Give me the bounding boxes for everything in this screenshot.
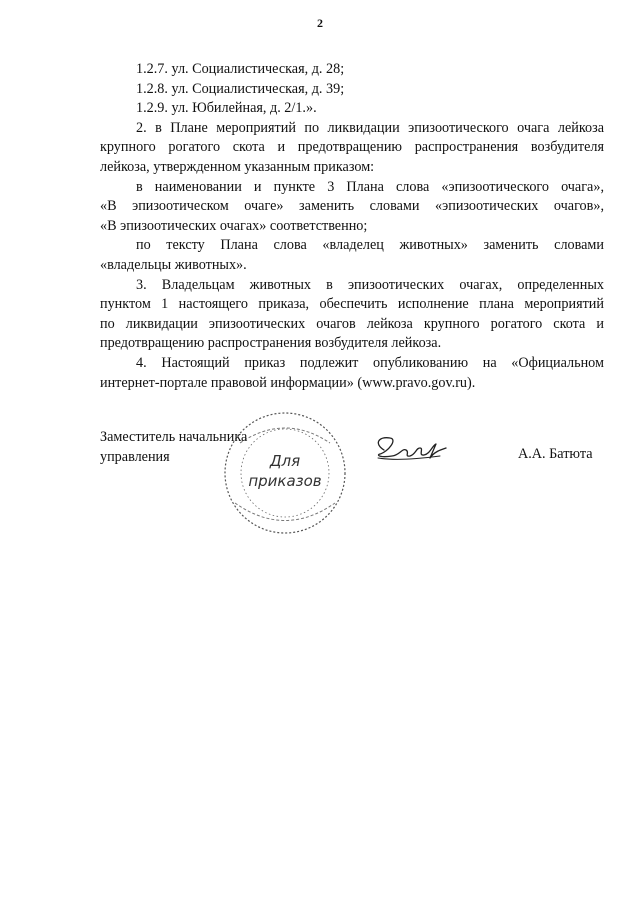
paragraph-line: «В эпизоотическом очаге» заменить словами «эпизоотических очагов», (100, 198, 604, 215)
paragraph-line: в наименовании и пункте 3 Плана слова «эпизоотического очага», (136, 178, 604, 195)
paragraph-line: предотвращению распространения возбудителя лейкоза. (100, 335, 442, 352)
paragraph-line: интернет-портале правовой информации» (www.pravo.gov.ru). (100, 374, 476, 391)
page-number: 2 (317, 16, 323, 30)
paragraph-2-naming (100, 178, 604, 237)
stamp-text-line2: приказов (248, 472, 322, 490)
paragraph-line: «В эпизоотических очагах» соответственно; (100, 217, 368, 234)
stamp-text-line1: Для (269, 452, 301, 470)
handwritten-signature (370, 430, 450, 466)
paragraph-2-text (100, 236, 604, 275)
paragraph-line: по ликвидации эпизоотических очагов лейкоза крупного рогатого скота и (100, 315, 604, 332)
paragraph-3 (100, 276, 604, 354)
paragraph-line: 3. Владельцам животных в эпизоотических очагах, определенных (136, 276, 604, 293)
document-body (100, 60, 604, 393)
paragraph-line: лейкоза, утвержденном указанным приказом: (100, 158, 375, 175)
paragraph-line: по тексту Плана слова «владелец животных» заменить словами (136, 237, 604, 254)
paragraph-2 (100, 119, 604, 178)
signatory-position-line1: Заместитель начальника (100, 429, 248, 445)
signatory-position (100, 427, 247, 467)
list-item-1-2-8: 1.2.8. ул. Социалистическая, д. 39; (136, 80, 345, 97)
signatory-position-line2: управления (100, 449, 170, 465)
paragraph-line: пунктом 1 настоящего приказа, обеспечить исполнение плана мероприятий (100, 296, 604, 313)
paragraph-line: крупного рогатого скота и предотвращению распространения возбудителя (100, 139, 604, 156)
signatory-name: А.А. Батюта (518, 446, 593, 462)
list-item-1-2-9: 1.2.9. ул. Юбилейная, д. 2/1.». (136, 100, 317, 117)
paragraph-line: 2. в Плане мероприятий по ликвидации эпизоотического очага лейкоза (136, 119, 604, 136)
list-item-1-2-7: 1.2.7. ул. Социалистическая, д. 28; (136, 61, 345, 77)
paragraph-line: 4. Настоящий приказ подлежит опубликованию на «Официальном (136, 354, 604, 371)
paragraph-4 (100, 354, 604, 393)
paragraph-line: «владельцы животных». (100, 256, 247, 273)
